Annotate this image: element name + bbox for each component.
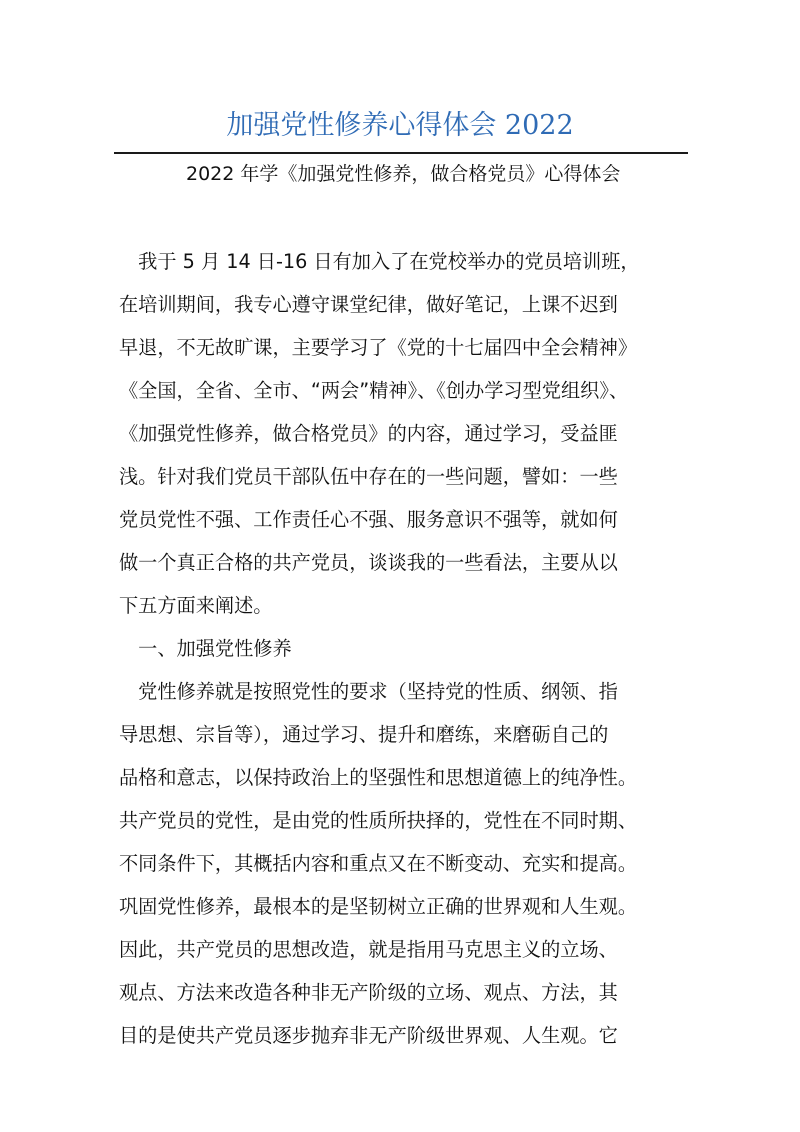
text-line: 我于 5 月 14 日-16 日有加入了在党校举办的党员培训班， [119,250,640,273]
text-line: 巩固党性修养，最根本的是坚韧树立正确的世界观和人生观。 [119,895,638,918]
text-line: 《全国，全省、全市、“两会”精神》、《创办学习型党组织》、 [119,379,629,402]
text-line: 共产党员的党性，是由党的性质所抉择的，党性在不同时期、 [119,809,638,832]
text-line: 因此，共产党员的思想改造，就是指用马克思主义的立场、 [119,938,618,961]
text-line: 不同条件下，其概括内容和重点又在不断变动、充实和提高。 [119,852,638,875]
text-line: 观点、方法来改造各种非无产阶级的立场、观点、方法，其 [119,981,618,1004]
text-line: 《加强党性修养，做合格党员》的内容，通过学习，受益匪 [119,422,618,445]
text-line: 党性修养就是按照党性的要求（坚持党的性质、纲领、指 [119,680,618,703]
text-line: 目的是使共产党员逐步抛弃非无产阶级世界观、人生观。它 [119,1024,618,1047]
text-line: 导思想、宗旨等），通过学习、提升和磨练，来磨砺自己的 [119,723,609,746]
title-divider [114,152,688,154]
text-line: 在培训期间，我专心遵守课堂纪律，做好笔记，上课不迟到 [119,293,618,316]
document-subtitle: 2022 年学《加强党性修养，做合格党员》心得体会 [186,163,621,185]
document-title: 加强党性修养心得体会 2022 [226,110,574,141]
body-text [119,240,699,1057]
text-line: 浅。针对我们党员干部队伍中存在的一些问题，譬如：一些 [119,465,618,488]
text-line: 党员党性不强、工作责任心不强、服务意识不强等，就如何 [119,508,618,531]
text-line: 早退，不无故旷课，主要学习了《党的十七届四中全会精神》 [119,336,638,359]
text-line: 下五方面来阐述。 [119,594,273,617]
text-line: 做一个真正合格的共产党员，谈谈我的一些看法，主要从以 [119,551,618,574]
text-line: 品格和意志，以保持政治上的坚强性和思想道德上的纯净性。 [119,766,638,789]
section-heading: 一、加强党性修养 [119,637,292,660]
